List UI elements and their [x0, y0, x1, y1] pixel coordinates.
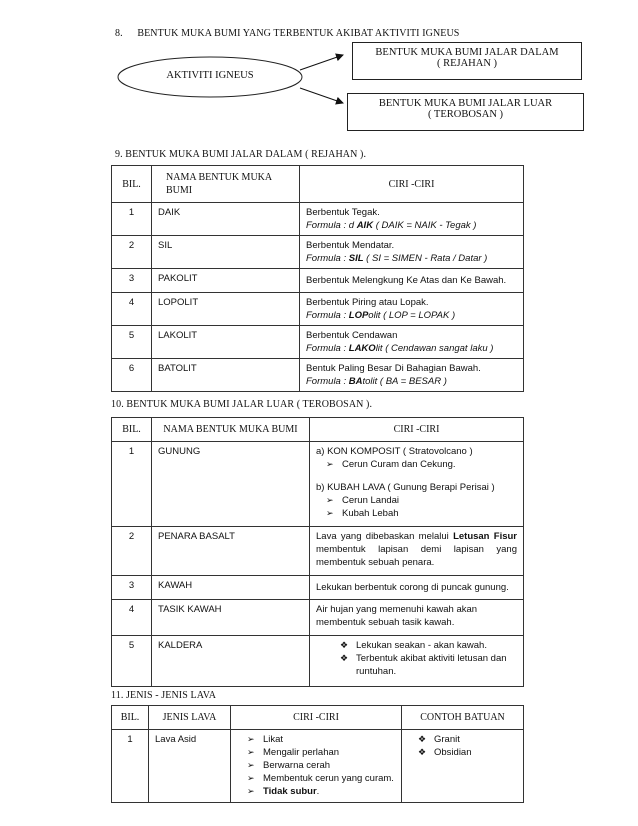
- cell-contoh: [402, 730, 524, 803]
- cell-bil: 6: [112, 359, 152, 392]
- text-bold: Letusan Fisur: [453, 531, 518, 542]
- table-header-row: [112, 706, 524, 730]
- terobosan-line1: BENTUK MUKA BUMI JALAR LUAR: [378, 98, 553, 109]
- table-header-row: [112, 418, 524, 442]
- list-item: ➢ Cerun Curam dan Cekung.: [316, 458, 517, 471]
- list-item: ➢ Mengalir perlahan: [237, 746, 395, 759]
- col-bil: BIL.: [112, 706, 149, 730]
- list-item: ➢ Berwarna cerah: [237, 759, 395, 772]
- kaldera-list: [316, 639, 517, 678]
- table-row: [112, 203, 524, 236]
- table-row: [112, 359, 524, 392]
- section-9-heading: 9. BENTUK MUKA BUMI JALAR DALAM ( REJAHAN ).: [115, 149, 367, 160]
- text-post: membentuk lapisan demi lapisan yang membentuk sebuah penara.: [316, 544, 517, 568]
- arrow-to-rejahan: [300, 55, 343, 70]
- terobosan-box: [347, 93, 584, 131]
- list-item: ❖ Granit: [408, 733, 517, 746]
- cell-nama: KALDERA: [152, 636, 310, 687]
- cell-nama: BATOLIT: [152, 359, 300, 392]
- col-jenis: JENIS LAVA: [149, 706, 231, 730]
- bold-suffix: .: [316, 786, 320, 797]
- ciri-line: Berbentuk Tegak.: [306, 207, 380, 218]
- list-item: ➢ Cerun Landai: [316, 494, 517, 507]
- table-row: [112, 527, 524, 576]
- cell-bil: 1: [112, 730, 149, 803]
- formula-key: SIL: [348, 253, 364, 264]
- ciri-line: Berbentuk Cendawan: [306, 330, 398, 341]
- table-row: [112, 442, 524, 527]
- formula-suffix: lit ( Cendawan sangat laku ): [375, 343, 494, 354]
- cell-bil: 1: [112, 203, 152, 236]
- formula-key: LOP: [348, 310, 369, 321]
- list-item: ➢ Kubah Lebah: [316, 507, 517, 520]
- formula-key: LAKO: [348, 343, 376, 354]
- subtype-a-list: [316, 458, 517, 471]
- terobosan-line2: ( TEROBOSAN ): [427, 109, 504, 120]
- subtype-b-list: [316, 494, 517, 520]
- cell-nama: GUNUNG: [152, 442, 310, 527]
- cell-nama: KAWAH: [152, 576, 310, 600]
- cell-bil: 2: [112, 527, 152, 576]
- cell-ciri: [310, 442, 524, 527]
- list-item: ❖ Terbentuk akibat aktiviti letusan dan runtuhan.: [330, 652, 517, 678]
- subtype-a: a) KON KOMPOSIT ( Stratovolcano ): [316, 446, 473, 457]
- source-label: AKTIVITI IGNEUS: [166, 70, 254, 81]
- col-ciri: CIRI -CIRI: [231, 706, 402, 730]
- list-item: ➢ Membentuk cerun yang curam.: [237, 772, 395, 785]
- list-item: ➢ Likat: [237, 733, 395, 746]
- cell-bil: 4: [112, 293, 152, 326]
- cell-ciri: [300, 203, 524, 236]
- rejahan-box: [352, 42, 582, 80]
- cell-bil: 5: [112, 636, 152, 687]
- cell-ciri: [310, 636, 524, 687]
- cell-ciri: [300, 236, 524, 269]
- contoh-list: [408, 733, 517, 759]
- cell-nama: DAIK: [152, 203, 300, 236]
- cell-bil: 3: [112, 576, 152, 600]
- subtype-b: b) KUBAH LAVA ( Gunung Berapi Perisai ): [316, 482, 495, 493]
- cell-bil: 2: [112, 236, 152, 269]
- col-nama: NAMA BENTUK MUKA BUMI: [152, 166, 300, 203]
- list-item: ❖ Lekukan seakan - akan kawah.: [330, 639, 517, 652]
- ciri-list: [237, 733, 395, 798]
- cell-ciri: [300, 359, 524, 392]
- cell-ciri: Lekukan berbentuk corong di puncak gunung.: [310, 576, 524, 600]
- table-row: [112, 326, 524, 359]
- list-item: ❖ Obsidian: [408, 746, 517, 759]
- col-nama: NAMA BENTUK MUKA BUMI: [152, 418, 310, 442]
- cell-ciri: [310, 527, 524, 576]
- table-row: [112, 236, 524, 269]
- cell-ciri: [300, 326, 524, 359]
- formula-prefix: Formula : d: [306, 220, 357, 231]
- cell-ciri: [231, 730, 402, 803]
- cell-nama: PENARA BASALT: [152, 527, 310, 576]
- table-rejahan: [111, 165, 524, 392]
- formula-suffix: ( DAIK = NAIK - Tegak ): [373, 220, 477, 231]
- igneus-diagram: [0, 0, 638, 160]
- table-terobosan: [111, 417, 524, 687]
- formula-prefix: Formula :: [306, 310, 349, 321]
- formula-suffix: ( SI = SIMEN - Rata / Datar ): [363, 253, 488, 264]
- cell-bil: 4: [112, 600, 152, 636]
- cell-nama: LAKOLIT: [152, 326, 300, 359]
- arrow-to-terobosan: [300, 88, 343, 103]
- ciri-line: Berbentuk Mendatar.: [306, 240, 395, 251]
- formula-key: AIK: [356, 220, 374, 231]
- cell-nama: SIL: [152, 236, 300, 269]
- cell-bil: 3: [112, 269, 152, 293]
- table-row: [112, 269, 524, 293]
- formula-prefix: Formula :: [306, 376, 349, 387]
- bold-text: Tidak subur: [263, 786, 317, 797]
- text-pre: Lava yang dibebaskan melalui: [316, 531, 454, 542]
- col-ciri: CIRI -CIRI: [310, 418, 524, 442]
- col-ciri: CIRI -CIRI: [300, 166, 524, 203]
- ciri-line: Bentuk Paling Besar Di Bahagian Bawah.: [306, 363, 481, 374]
- section-title: BENTUK MUKA BUMI YANG TERBENTUK AKIBAT AKTIVITI IGNEUS: [137, 28, 460, 39]
- formula-suffix: tolit ( BA = BESAR ): [362, 376, 447, 387]
- cell-bil: 1: [112, 442, 152, 527]
- section-10-heading: 10. BENTUK MUKA BUMI JALAR LUAR ( TEROBOSAN ).: [111, 399, 373, 410]
- rejahan-line2: ( REJAHAN ): [436, 58, 498, 69]
- cell-jenis: Lava Asid: [149, 730, 231, 803]
- table-row: [112, 730, 524, 803]
- cell-ciri: Air hujan yang memenuhi kawah akan membentuk sebuah tasik kawah.: [310, 600, 524, 636]
- formula-prefix: Formula :: [306, 253, 349, 264]
- table-row: [112, 576, 524, 600]
- table-header-row: [112, 166, 524, 203]
- formula-prefix: Formula :: [306, 343, 349, 354]
- cell-nama: TASIK KAWAH: [152, 600, 310, 636]
- cell-nama: PAKOLIT: [152, 269, 300, 293]
- cell-bil: 5: [112, 326, 152, 359]
- section-number: 8.: [115, 28, 123, 39]
- formula-key: BA: [348, 376, 363, 387]
- rejahan-line1: BENTUK MUKA BUMI JALAR DALAM: [375, 47, 559, 58]
- table-row: [112, 293, 524, 326]
- col-bil: BIL.: [112, 166, 152, 203]
- cell-nama: LOPOLIT: [152, 293, 300, 326]
- cell-ciri: Berbentuk Melengkung Ke Atas dan Ke Bawah.: [300, 269, 524, 293]
- cell-ciri: [300, 293, 524, 326]
- col-contoh: CONTOH BATUAN: [402, 706, 524, 730]
- ciri-line: Berbentuk Piring atau Lopak.: [306, 297, 429, 308]
- col-bil: BIL.: [112, 418, 152, 442]
- section-11-heading: 11. JENIS - JENIS LAVA: [111, 690, 217, 701]
- table-row: [112, 636, 524, 687]
- list-item: [237, 785, 395, 798]
- formula-suffix: olit ( LOP = LOPAK ): [368, 310, 456, 321]
- table-row: [112, 600, 524, 636]
- table-lava: [111, 705, 524, 803]
